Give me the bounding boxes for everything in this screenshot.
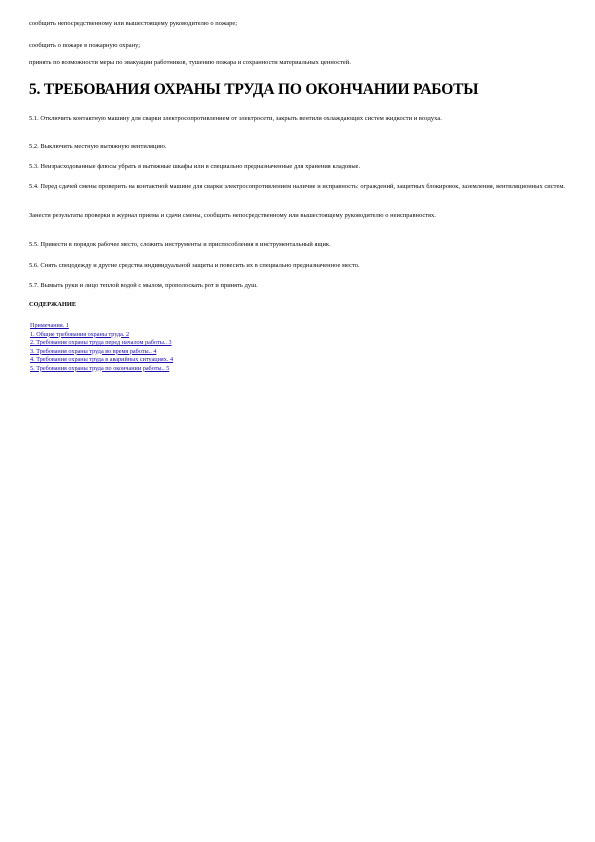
item-5-4: 5.4. Перед сдачей смены проверить на контактной машине для сварки электросопротивлением наличие и исправность: ограждений, защитных блокировок, заземления, вентиляционных систем. bbox=[29, 183, 566, 190]
item-5-6: 5.6. Снять спецодежду и другие средства индивидуальной защиты и повесить их в специально предназначенное место. bbox=[29, 262, 360, 269]
toc-link-section-4[interactable]: 4. Требования охраны труда в аварийных ситуациях. 4 bbox=[30, 356, 174, 363]
pre-line-report-fire-service: сообщить о пожаре в пожарную охрану; bbox=[29, 42, 141, 49]
item-5-1: 5.1. Отключить контактную машину для сварки электросопротивлением от электросети, закрыть вентили охлаждающих систем жидкости и воздуха. bbox=[29, 115, 442, 122]
item-5-3: 5.3. Неизрасходованные флюсы убрать в вытяжные шкафы или в специально предназначенные для хранения кладовые. bbox=[29, 163, 361, 170]
pre-line-evacuation: принять по возможности меры по эвакуации работников, тушению пожара и сохранности материальных ценностей. bbox=[29, 59, 351, 66]
item-5-2: 5.2. Выключить местную вытяжную вентиляцию. bbox=[29, 143, 167, 150]
toc-item bbox=[30, 322, 330, 331]
toc-link-section-5[interactable]: 5. Требования охраны труда по окончании работы.. 5 bbox=[30, 364, 170, 372]
toc-item bbox=[30, 365, 330, 374]
toc-link-notes[interactable]: Примечания. 1 bbox=[30, 322, 69, 329]
toc-item bbox=[30, 331, 330, 340]
toc-link-section-3[interactable]: 3. Требования охраны труда во время работы.. 4 bbox=[30, 347, 157, 355]
item-5-4-continued: Занести результаты проверки в журнал приема и сдачи смены, сообщить непосредственному или вышестоящему руководителю о неисправностях. bbox=[29, 212, 436, 219]
item-5-7: 5.7. Вымыть руки и лицо теплой водой с мылом, прополоскать рот и принять душ. bbox=[29, 282, 258, 289]
toc-item bbox=[30, 356, 330, 365]
toc-title: СОДЕРЖАНИЕ bbox=[29, 301, 77, 308]
toc-item bbox=[30, 339, 330, 348]
pre-line-report-supervisor: сообщить непосредственному или вышестоящему руководителю о пожаре; bbox=[29, 20, 238, 27]
toc-link-section-1[interactable]: 1. Общие требования охраны труда. 2 bbox=[30, 330, 130, 338]
section-heading: 5. ТРЕБОВАНИЯ ОХРАНЫ ТРУДА ПО ОКОНЧАНИИ РАБОТЫ bbox=[29, 81, 479, 98]
toc-item bbox=[30, 348, 330, 357]
table-of-contents bbox=[30, 322, 330, 373]
item-5-5: 5.5. Привести в порядок рабочее место, сложить инструменты и приспособления в инструментальный ящик. bbox=[29, 241, 331, 248]
toc-link-section-2[interactable]: 2. Требования охраны труда перед началом работы.. 3 bbox=[30, 339, 172, 346]
